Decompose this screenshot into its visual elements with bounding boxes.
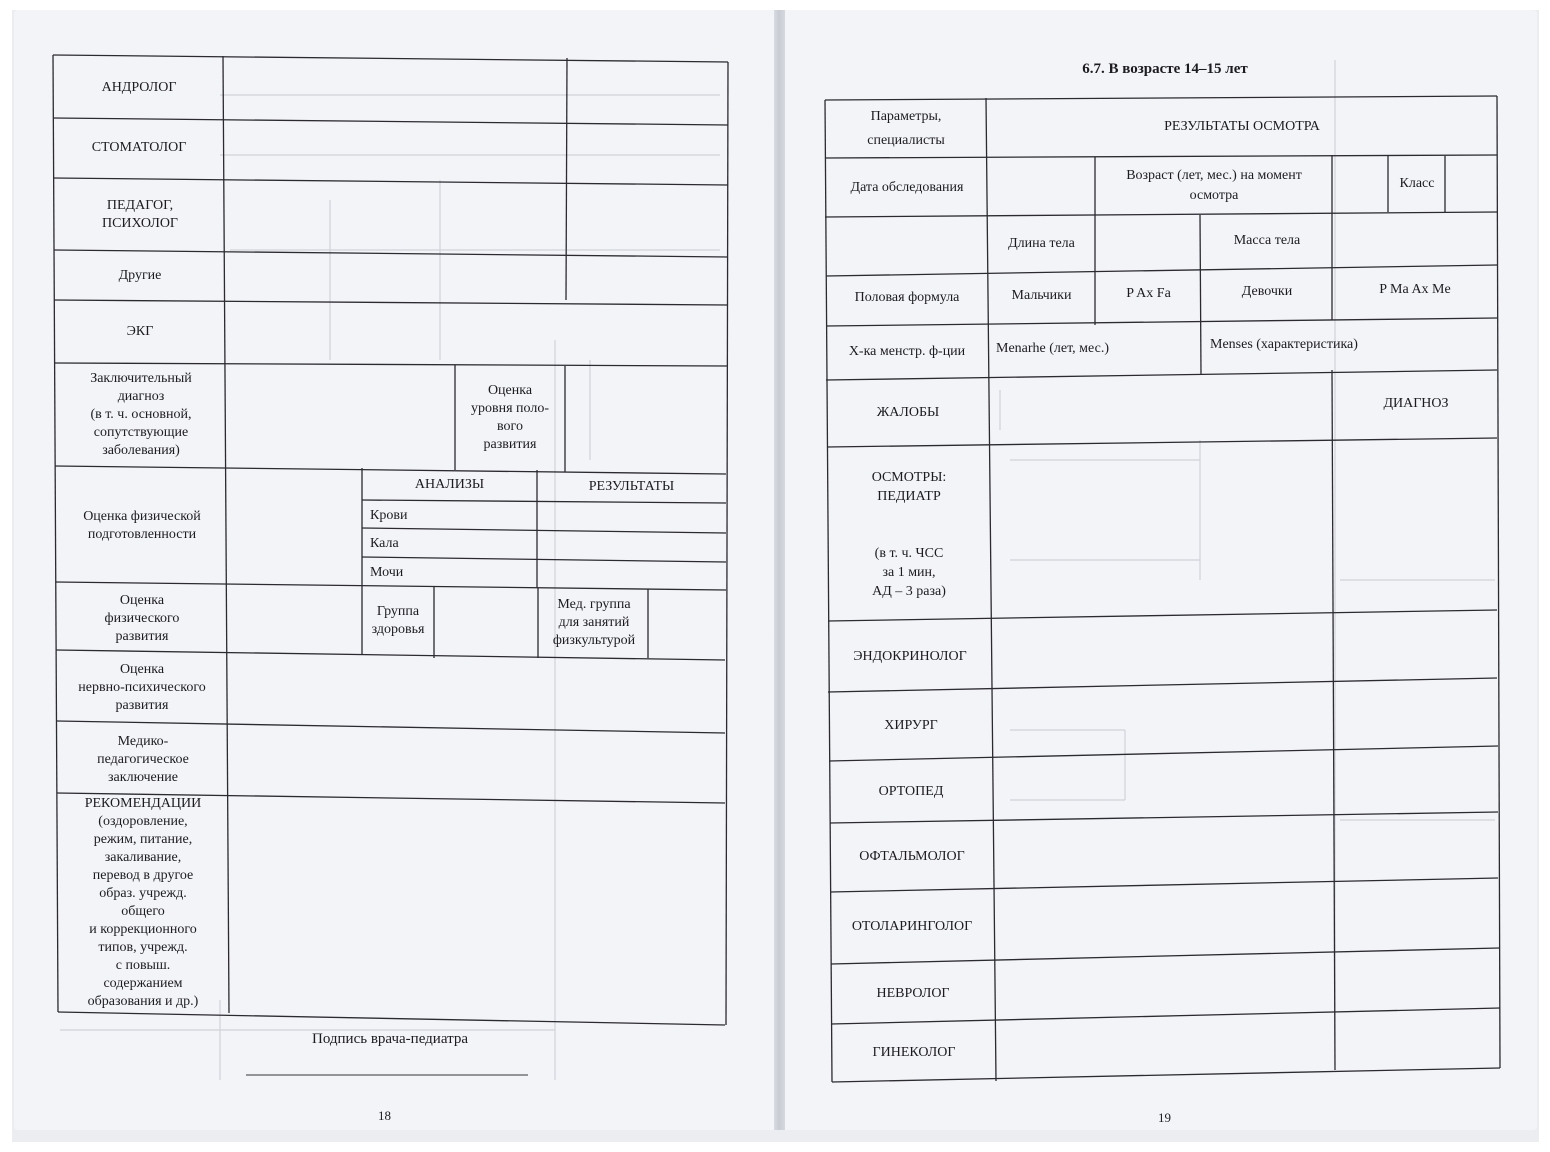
boys-formula: P Ax Fa [1126,286,1171,301]
boys-label: Мальчики [1011,288,1072,303]
physical-development-label: Оценка физического развития [104,593,180,644]
otolaryngologist-label: ОТОЛАРИНГОЛОГ [851,919,973,934]
girls-formula: P Ma Ax Me [1379,282,1451,297]
signature-label: Подпись врача-педиатра [312,1031,468,1047]
page-number-left: 18 [378,1108,391,1123]
pe-group-label: Мед. группа для занятий физкультурой [552,597,636,648]
recommendations-label: РЕКОМЕНДАЦИИ (оздоровление, режим, питание, закаливание, перевод в другое образ. учрежд. общего и коррекционного типов, учрежд. с повыш. содержанием образования и др.) [84,796,202,1009]
final-diagnosis-label: Заключительный диагноз (в т. ч. основной, сопутствующие заболевания) [90,371,192,458]
girls-label: Девочки [1241,284,1293,299]
menses-label: Menses (характеристика) [1210,337,1358,352]
results-of-exam-header: РЕЗУЛЬТАТЫ ОСМОТРА [1164,119,1320,134]
body-length-label: Длина тела [1008,236,1075,251]
analysis-urine: Мочи [370,564,404,580]
analysis-stool: Кала [370,535,399,551]
age-at-exam-label: Возраст (лет, мес.) на момент осмотра [1126,168,1302,203]
menstrual-label: Х-ка менстр. ф-ции [848,344,966,359]
section-title: 6.7. В возрасте 14–15 лет [1082,61,1248,77]
analyses-header: АНАЛИЗЫ [414,477,485,492]
diagnosis-label: ДИАГНОЗ [1383,396,1449,411]
sex-formula-label: Половая формула [854,290,960,305]
neuro-mental-label: Оценка нервно-психического развития [78,662,206,713]
body-mass-label: Масса тела [1233,233,1301,248]
ecg-label: ЭКГ [126,324,154,339]
dentist-label: СТОМАТОЛОГ [91,140,187,155]
results-header: РЕЗУЛЬТАТЫ [588,479,675,494]
medico-pedagogical-label: Медико- педагогическое заключение [97,734,189,785]
others-label: Другие [118,268,162,283]
teacher-psychologist-label: ПЕДАГОГ, ПСИХОЛОГ [101,198,179,231]
physical-fitness-label: Оценка физической подготовленности [83,509,201,542]
ophthalmologist-label: ОФТАЛЬМОЛОГ [859,849,965,864]
menarche-label: Menarhe (лет, мес.) [996,341,1109,356]
sexual-development-label: Оценка уровня поло- вого развития [471,383,549,452]
endocrinologist-label: ЭНДОКРИНОЛОГ [853,649,967,664]
analysis-blood: Крови [370,507,408,523]
page-number-right: 19 [1158,1110,1171,1125]
params-header: Параметры, специалисты [867,109,945,148]
neurologist-label: НЕВРОЛОГ [876,986,950,1001]
complaints-label: ЖАЛОБЫ [876,405,940,420]
grade-label: Класс [1399,176,1435,191]
exam-date-label: Дата обследования [850,180,964,195]
surgeon-label: ХИРУРГ [884,718,938,733]
health-group-label: Группа здоровья [371,604,425,637]
orthopedist-label: ОРТОПЕД [878,784,944,799]
andrologist-label: АНДРОЛОГ [101,80,177,95]
gynecologist-label: ГИНЕКОЛОГ [872,1045,956,1060]
exams-pediatrician-label: ОСМОТРЫ: ПЕДИАТР (в т. ч. ЧСС за 1 мин, АД – 3 раза) [871,469,947,599]
